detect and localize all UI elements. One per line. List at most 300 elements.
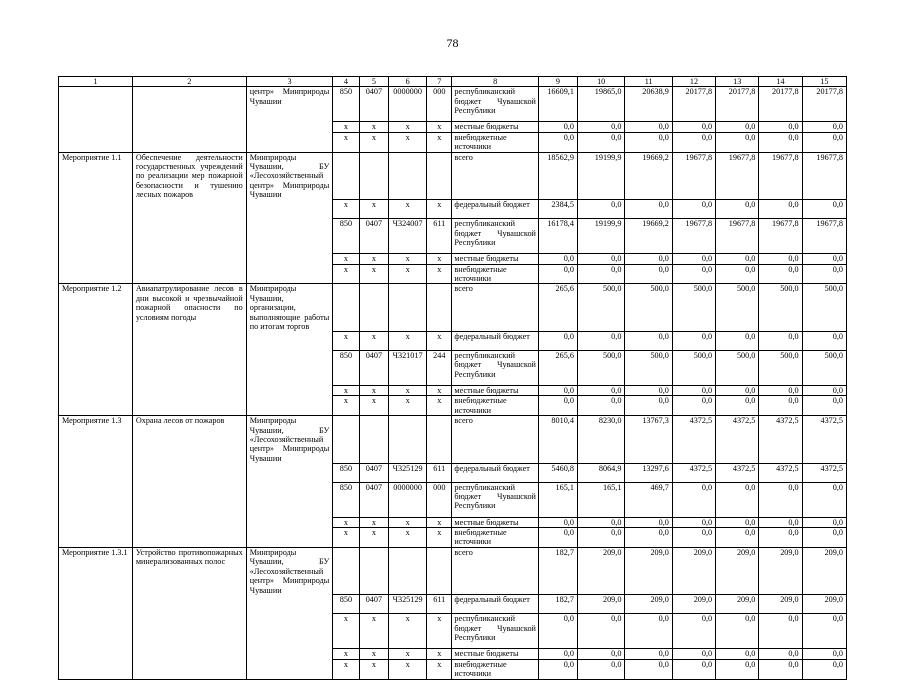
measure-number-cell: [59, 463, 133, 482]
responsible-executor-cell: [246, 463, 333, 482]
amount-cell: 182,7: [538, 595, 577, 614]
amount-cell: 0,0: [759, 614, 802, 649]
table-row: [59, 614, 847, 649]
header-row: [59, 77, 847, 87]
amount-cell: 4372,5: [802, 463, 846, 482]
responsible-executor-cell: [246, 385, 333, 395]
amount-cell: 500,0: [716, 284, 759, 332]
target-article-code: x: [389, 528, 427, 548]
target-article-code: x: [389, 659, 427, 679]
amount-cell: 500,0: [577, 350, 624, 385]
column-header: 13: [716, 77, 759, 87]
amount-cell: 0,0: [759, 264, 802, 284]
measure-number-cell: [59, 659, 133, 679]
grbs-code: [333, 152, 359, 200]
section-code: 0407: [359, 595, 389, 614]
funding-source: местные бюджеты: [452, 385, 539, 395]
expense-type-code: x: [427, 396, 452, 416]
section-code: x: [359, 528, 389, 548]
amount-cell: 0,0: [802, 614, 846, 649]
expense-type-code: x: [427, 659, 452, 679]
expense-type-code: x: [427, 649, 452, 659]
amount-cell: 500,0: [716, 350, 759, 385]
responsible-executor-cell: [246, 331, 333, 350]
amount-cell: 0,0: [672, 200, 715, 219]
amount-cell: 0,0: [672, 517, 715, 527]
funding-source: федеральный бюджет: [452, 200, 539, 219]
amount-cell: 0,0: [577, 659, 624, 679]
amount-cell: 500,0: [759, 350, 802, 385]
amount-cell: 469,7: [625, 482, 672, 517]
responsible-executor-cell: [246, 132, 333, 152]
amount-cell: 16609,1: [538, 87, 577, 122]
grbs-code: [333, 284, 359, 332]
grbs-code: 850: [333, 219, 359, 254]
grbs-code: 850: [333, 350, 359, 385]
measure-title-cell: [132, 350, 246, 385]
amount-cell: 0,0: [577, 517, 624, 527]
amount-cell: 16178,4: [538, 219, 577, 254]
amount-cell: 19677,8: [802, 219, 846, 254]
amount-cell: 0,0: [802, 132, 846, 152]
target-article-code: x: [389, 264, 427, 284]
measure-title-cell: [132, 331, 246, 350]
section-code: [359, 284, 389, 332]
amount-cell: 209,0: [802, 595, 846, 614]
amount-cell: 0,0: [672, 385, 715, 395]
amount-cell: 0,0: [672, 482, 715, 517]
amount-cell: 0,0: [802, 254, 846, 264]
amount-cell: 0,0: [759, 200, 802, 219]
amount-cell: 500,0: [672, 284, 715, 332]
expense-type-code: x: [427, 528, 452, 548]
measure-number-cell: [59, 331, 133, 350]
measure-number-cell: [59, 200, 133, 219]
target-article-code: 0000000: [389, 87, 427, 122]
responsible-executor-cell: [246, 649, 333, 659]
target-article-code: Ч321017: [389, 350, 427, 385]
table-row: [59, 528, 847, 548]
measure-title-cell: [132, 528, 246, 548]
expense-type-code: x: [427, 254, 452, 264]
section-code: 0407: [359, 350, 389, 385]
responsible-executor-cell: [246, 396, 333, 416]
amount-cell: 0,0: [625, 396, 672, 416]
amount-cell: 4372,5: [672, 463, 715, 482]
amount-cell: 0,0: [577, 264, 624, 284]
grbs-code: x: [333, 264, 359, 284]
amount-cell: 165,1: [538, 482, 577, 517]
expense-type-code: x: [427, 200, 452, 219]
section-code: x: [359, 132, 389, 152]
target-article-code: x: [389, 132, 427, 152]
table-row: [59, 122, 847, 132]
target-article-code: x: [389, 331, 427, 350]
target-article-code: x: [389, 200, 427, 219]
grbs-code: x: [333, 331, 359, 350]
measure-number-cell: [59, 595, 133, 614]
section-code: x: [359, 517, 389, 527]
amount-cell: 0,0: [625, 649, 672, 659]
responsible-executor-cell: [246, 614, 333, 649]
amount-cell: 0,0: [672, 614, 715, 649]
grbs-code: 850: [333, 482, 359, 517]
amount-cell: 0,0: [716, 649, 759, 659]
funding-source: местные бюджеты: [452, 122, 539, 132]
funding-source: внебюджетные источники: [452, 659, 539, 679]
amount-cell: 0,0: [716, 200, 759, 219]
measure-number-cell: [59, 482, 133, 517]
table-row: [59, 463, 847, 482]
amount-cell: 209,0: [716, 547, 759, 595]
expense-type-code: x: [427, 331, 452, 350]
column-header: 11: [625, 77, 672, 87]
grbs-code: x: [333, 385, 359, 395]
amount-cell: 0,0: [538, 132, 577, 152]
amount-cell: 0,0: [802, 200, 846, 219]
expense-type-code: 611: [427, 219, 452, 254]
amount-cell: 0,0: [672, 659, 715, 679]
amount-cell: 0,0: [538, 396, 577, 416]
amount-cell: 209,0: [716, 595, 759, 614]
section-code: x: [359, 385, 389, 395]
amount-cell: 0,0: [538, 614, 577, 649]
grbs-code: 850: [333, 87, 359, 122]
funding-source: местные бюджеты: [452, 254, 539, 264]
amount-cell: 4372,5: [759, 416, 802, 464]
expense-type-code: x: [427, 122, 452, 132]
expense-type-code: 000: [427, 87, 452, 122]
grbs-code: 850: [333, 595, 359, 614]
section-code: x: [359, 264, 389, 284]
amount-cell: 20177,8: [672, 87, 715, 122]
amount-cell: 500,0: [577, 284, 624, 332]
amount-cell: 0,0: [577, 385, 624, 395]
section-code: x: [359, 331, 389, 350]
table-row: [59, 331, 847, 350]
amount-cell: 0,0: [577, 254, 624, 264]
grbs-code: x: [333, 528, 359, 548]
amount-cell: 0,0: [716, 396, 759, 416]
table-row: [59, 517, 847, 527]
amount-cell: 0,0: [759, 482, 802, 517]
amount-cell: 165,1: [577, 482, 624, 517]
amount-cell: 209,0: [577, 595, 624, 614]
amount-cell: 8230,0: [577, 416, 624, 464]
amount-cell: 0,0: [759, 659, 802, 679]
amount-cell: 500,0: [802, 350, 846, 385]
amount-cell: 500,0: [802, 284, 846, 332]
amount-cell: 0,0: [672, 331, 715, 350]
amount-cell: 0,0: [672, 122, 715, 132]
amount-cell: 19677,8: [716, 219, 759, 254]
table-row: [59, 200, 847, 219]
funding-source: всего: [452, 547, 539, 595]
measure-number: Мероприятие 1.3.1: [59, 547, 133, 595]
amount-cell: 0,0: [538, 517, 577, 527]
grbs-code: x: [333, 649, 359, 659]
amount-cell: 0,0: [716, 517, 759, 527]
responsible-executor-cell: [246, 482, 333, 517]
grbs-code: x: [333, 132, 359, 152]
amount-cell: 209,0: [577, 547, 624, 595]
column-header: 2: [132, 77, 246, 87]
measure-number-cell: [59, 385, 133, 395]
amount-cell: 0,0: [672, 264, 715, 284]
amount-cell: 0,0: [716, 254, 759, 264]
amount-cell: 0,0: [625, 528, 672, 548]
responsible-executor-cell: [246, 659, 333, 679]
amount-cell: 5460,8: [538, 463, 577, 482]
amount-cell: 0,0: [577, 200, 624, 219]
table-row: [59, 87, 847, 122]
section-code: 0407: [359, 219, 389, 254]
amount-cell: 500,0: [672, 350, 715, 385]
amount-cell: 209,0: [759, 595, 802, 614]
amount-cell: 4372,5: [802, 416, 846, 464]
section-code: x: [359, 649, 389, 659]
measure-title-cell: [132, 482, 246, 517]
amount-cell: 13767,3: [625, 416, 672, 464]
target-article-code: x: [389, 396, 427, 416]
amount-cell: 0,0: [802, 517, 846, 527]
section-code: 0407: [359, 463, 389, 482]
measure-title-cell: [132, 396, 246, 416]
measure-number: Мероприятие 1.2: [59, 284, 133, 332]
table-row: [59, 649, 847, 659]
measure-title-cell: [132, 463, 246, 482]
grbs-code: x: [333, 122, 359, 132]
grbs-code: [333, 547, 359, 595]
amount-cell: 0,0: [672, 396, 715, 416]
grbs-code: x: [333, 517, 359, 527]
table-row: [59, 264, 847, 284]
amount-cell: 13297,6: [625, 463, 672, 482]
amount-cell: 0,0: [802, 264, 846, 284]
funding-source: внебюджетные источники: [452, 528, 539, 548]
amount-cell: 0,0: [577, 614, 624, 649]
amount-cell: 0,0: [759, 517, 802, 527]
responsible-executor-cell: [246, 517, 333, 527]
amount-cell: 0,0: [802, 528, 846, 548]
amount-cell: 19199,9: [577, 152, 624, 200]
column-header: 7: [427, 77, 452, 87]
amount-cell: 0,0: [716, 122, 759, 132]
amount-cell: 0,0: [625, 385, 672, 395]
amount-cell: 0,0: [577, 649, 624, 659]
measure-number-cell: [59, 264, 133, 284]
amount-cell: 19677,8: [759, 152, 802, 200]
table-row: [59, 350, 847, 385]
expense-type-code: [427, 547, 452, 595]
expense-type-code: 611: [427, 595, 452, 614]
amount-cell: 2384,5: [538, 200, 577, 219]
measure-number-cell: [59, 219, 133, 254]
amount-cell: 0,0: [625, 132, 672, 152]
target-article-code: 0000000: [389, 482, 427, 517]
funding-source: республиканский бюджет Чувашской Республики: [452, 219, 539, 254]
measure-title: Авиапатрулирование лесов в дни высокой и чрезвычайной пожарной опасности по условиям погоды: [132, 284, 246, 332]
responsible-executor-cell: [246, 254, 333, 264]
amount-cell: 0,0: [577, 132, 624, 152]
amount-cell: 0,0: [716, 132, 759, 152]
expense-type-code: x: [427, 614, 452, 649]
responsible-executor-cell: [246, 122, 333, 132]
target-article-code: x: [389, 614, 427, 649]
amount-cell: 0,0: [802, 482, 846, 517]
table-row: [59, 595, 847, 614]
amount-cell: 19677,8: [672, 219, 715, 254]
section-code: x: [359, 200, 389, 219]
grbs-code: x: [333, 254, 359, 264]
target-article-code: [389, 547, 427, 595]
responsible-executor-cell: [246, 264, 333, 284]
measure-title-cell: [132, 254, 246, 264]
funding-source: всего: [452, 284, 539, 332]
table-row: [59, 416, 847, 464]
measure-title-cell: [132, 132, 246, 152]
amount-cell: 0,0: [759, 528, 802, 548]
amount-cell: 0,0: [538, 659, 577, 679]
target-article-code: Ч325129: [389, 463, 427, 482]
amount-cell: 0,0: [672, 649, 715, 659]
amount-cell: 4372,5: [672, 416, 715, 464]
expense-type-code: 244: [427, 350, 452, 385]
table-row: [59, 219, 847, 254]
amount-cell: 20177,8: [716, 87, 759, 122]
amount-cell: 0,0: [759, 385, 802, 395]
section-code: 0407: [359, 87, 389, 122]
table-row: [59, 284, 847, 332]
amount-cell: 0,0: [538, 385, 577, 395]
target-article-code: x: [389, 649, 427, 659]
measure-number-cell: [59, 122, 133, 132]
amount-cell: 0,0: [716, 659, 759, 679]
target-article-code: x: [389, 385, 427, 395]
measure-title: Охрана лесов от пожаров: [132, 416, 246, 464]
funding-source: внебюджетные источники: [452, 264, 539, 284]
page-number: 78: [446, 36, 459, 50]
funding-source: всего: [452, 416, 539, 464]
expense-type-code: [427, 416, 452, 464]
section-code: x: [359, 659, 389, 679]
column-header: 3: [246, 77, 333, 87]
responsible-executor-cell: [246, 219, 333, 254]
responsible-executor-cell: [246, 200, 333, 219]
measure-number-cell: [59, 350, 133, 385]
amount-cell: 19677,8: [802, 152, 846, 200]
funding-source: внебюджетные источники: [452, 396, 539, 416]
amount-cell: 0,0: [625, 517, 672, 527]
amount-cell: 4372,5: [716, 416, 759, 464]
amount-cell: 0,0: [802, 331, 846, 350]
amount-cell: 0,0: [538, 254, 577, 264]
amount-cell: 209,0: [625, 595, 672, 614]
measure-number-cell: [59, 254, 133, 264]
measure-number-cell: [59, 528, 133, 548]
expense-type-code: 000: [427, 482, 452, 517]
amount-cell: 0,0: [802, 122, 846, 132]
measure-title: [132, 87, 246, 122]
measure-title-cell: [132, 385, 246, 395]
amount-cell: 0,0: [802, 649, 846, 659]
amount-cell: 0,0: [716, 385, 759, 395]
grbs-code: x: [333, 659, 359, 679]
column-header: 10: [577, 77, 624, 87]
amount-cell: 0,0: [759, 649, 802, 659]
measure-number: [59, 87, 133, 122]
grbs-code: x: [333, 614, 359, 649]
column-header: 14: [759, 77, 802, 87]
amount-cell: 0,0: [759, 132, 802, 152]
table-row: [59, 659, 847, 679]
table-row: [59, 132, 847, 152]
table-row: [59, 396, 847, 416]
responsible-executor: Минприроды Чувашии, БУ «Лесохозяйственный центр» Минприроды Чувашии: [246, 547, 333, 595]
amount-cell: 19677,8: [759, 219, 802, 254]
target-article-code: x: [389, 254, 427, 264]
section-code: x: [359, 254, 389, 264]
measure-title-cell: [132, 649, 246, 659]
measure-number: Мероприятие 1.3: [59, 416, 133, 464]
section-code: [359, 152, 389, 200]
amount-cell: 0,0: [625, 331, 672, 350]
table-body: [59, 77, 847, 680]
amount-cell: 182,7: [538, 547, 577, 595]
column-header: 5: [359, 77, 389, 87]
column-header: 8: [452, 77, 539, 87]
measure-number-cell: [59, 649, 133, 659]
amount-cell: 0,0: [672, 132, 715, 152]
measure-title-cell: [132, 595, 246, 614]
grbs-code: x: [333, 200, 359, 219]
amount-cell: 265,6: [538, 284, 577, 332]
amount-cell: 18562,9: [538, 152, 577, 200]
funding-source: республиканский бюджет Чувашской Республики: [452, 87, 539, 122]
funding-source: республиканский бюджет Чувашской Республики: [452, 614, 539, 649]
column-header: 4: [333, 77, 359, 87]
amount-cell: 209,0: [672, 547, 715, 595]
amount-cell: 0,0: [625, 254, 672, 264]
amount-cell: 0,0: [577, 528, 624, 548]
amount-cell: 209,0: [672, 595, 715, 614]
amount-cell: 0,0: [625, 122, 672, 132]
funding-source: местные бюджеты: [452, 649, 539, 659]
amount-cell: 19199,9: [577, 219, 624, 254]
section-code: 0407: [359, 482, 389, 517]
amount-cell: 0,0: [759, 254, 802, 264]
target-article-code: x: [389, 122, 427, 132]
amount-cell: 4372,5: [716, 463, 759, 482]
table-row: [59, 482, 847, 517]
amount-cell: 0,0: [759, 331, 802, 350]
amount-cell: 0,0: [538, 331, 577, 350]
table-row: [59, 152, 847, 200]
responsible-executor-cell: [246, 595, 333, 614]
expense-type-code: x: [427, 264, 452, 284]
amount-cell: 0,0: [802, 385, 846, 395]
funding-source: федеральный бюджет: [452, 463, 539, 482]
section-code: x: [359, 614, 389, 649]
amount-cell: 20638,9: [625, 87, 672, 122]
amount-cell: 265,6: [538, 350, 577, 385]
amount-cell: 4372,5: [759, 463, 802, 482]
amount-cell: 209,0: [625, 547, 672, 595]
target-article-code: x: [389, 517, 427, 527]
funding-source: республиканский бюджет Чувашской Республики: [452, 350, 539, 385]
amount-cell: 0,0: [716, 264, 759, 284]
amount-cell: 0,0: [802, 659, 846, 679]
